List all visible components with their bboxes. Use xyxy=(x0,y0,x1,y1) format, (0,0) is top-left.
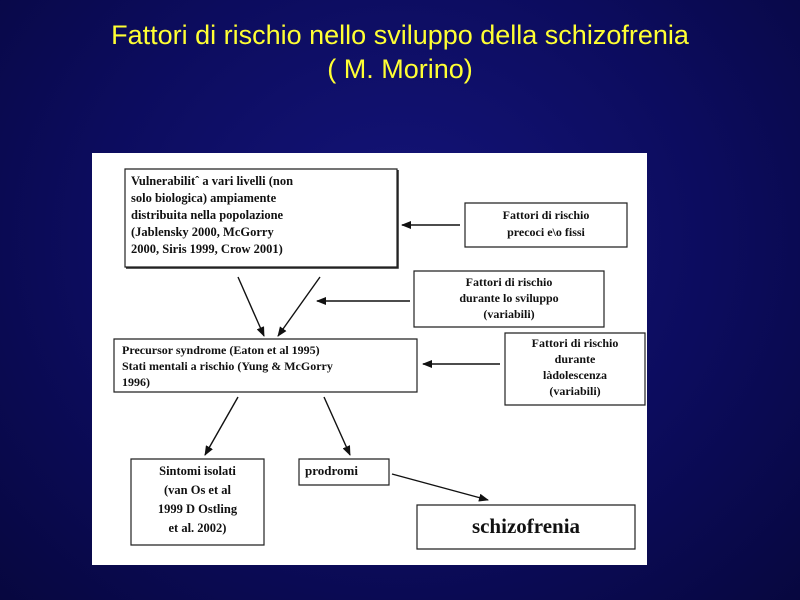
title-line-2: ( M. Morino) xyxy=(327,54,473,84)
arrow-vulnerability-to-precursor-left xyxy=(238,277,264,336)
prodromes-box xyxy=(299,459,389,485)
development-factors-box xyxy=(414,271,604,327)
arrow-vulnerability-to-precursor-right xyxy=(278,277,320,336)
adolescence-factors-line: làdolescenza xyxy=(543,368,607,382)
vulnerability-line: Vulnerabilitˆ a vari livelli (non xyxy=(131,174,294,188)
arrow-precursor-to-prodromes xyxy=(324,397,350,455)
vulnerability-box xyxy=(125,169,397,267)
development-factors-line: (variabili) xyxy=(483,307,535,321)
arrow-prodromes-to-schizophrenia xyxy=(392,474,488,500)
early-factors-box xyxy=(465,203,627,247)
vulnerability-line: 2000, Siris 1999, Crow 2001) xyxy=(131,242,283,256)
precursor-line: 1996) xyxy=(122,375,150,389)
isolated-symptoms-line: et al. 2002) xyxy=(168,521,227,535)
precursor-line: Stati mentali a rischio (Yung & McGorry xyxy=(122,359,333,373)
adolescence-factors-line: durante xyxy=(554,352,596,366)
isolated-symptoms-line: Sintomi isolati xyxy=(159,464,236,478)
isolated-symptoms-box xyxy=(131,459,264,545)
arrow-precursor-to-symptoms xyxy=(205,397,238,455)
slide-title xyxy=(0,18,800,86)
precursor-line: Precursor syndrome (Eaton et al 1995) xyxy=(122,343,320,357)
early-factors-line: precoci e\o fissi xyxy=(507,225,585,239)
vulnerability-line: solo biologica) ampiamente xyxy=(131,191,277,205)
early-factors-line: Fattori di rischio xyxy=(502,208,590,222)
schizophrenia-box xyxy=(417,505,635,549)
schizophrenia-label: schizofrenia xyxy=(471,514,581,538)
adolescence-factors-box xyxy=(505,333,645,405)
adolescence-factors-line: (variabili) xyxy=(549,384,601,398)
isolated-symptoms-line: 1999 D Ostling xyxy=(157,502,238,516)
vulnerability-line: distribuita nella popolazione xyxy=(131,208,284,222)
development-factors-line: durante lo sviluppo xyxy=(459,291,559,305)
prodromes-label: prodromi xyxy=(305,463,358,478)
diagram-panel xyxy=(92,153,647,565)
isolated-symptoms-line: (van Os et al xyxy=(163,483,231,497)
development-factors-line: Fattori di rischio xyxy=(465,275,553,289)
vulnerability-line: (Jablensky 2000, McGorry xyxy=(131,225,274,239)
adolescence-factors-line: Fattori di rischio xyxy=(531,336,619,350)
precursor-box xyxy=(114,339,417,392)
title-line-1: Fattori di rischio nello sviluppo della schizofrenia xyxy=(111,20,689,50)
